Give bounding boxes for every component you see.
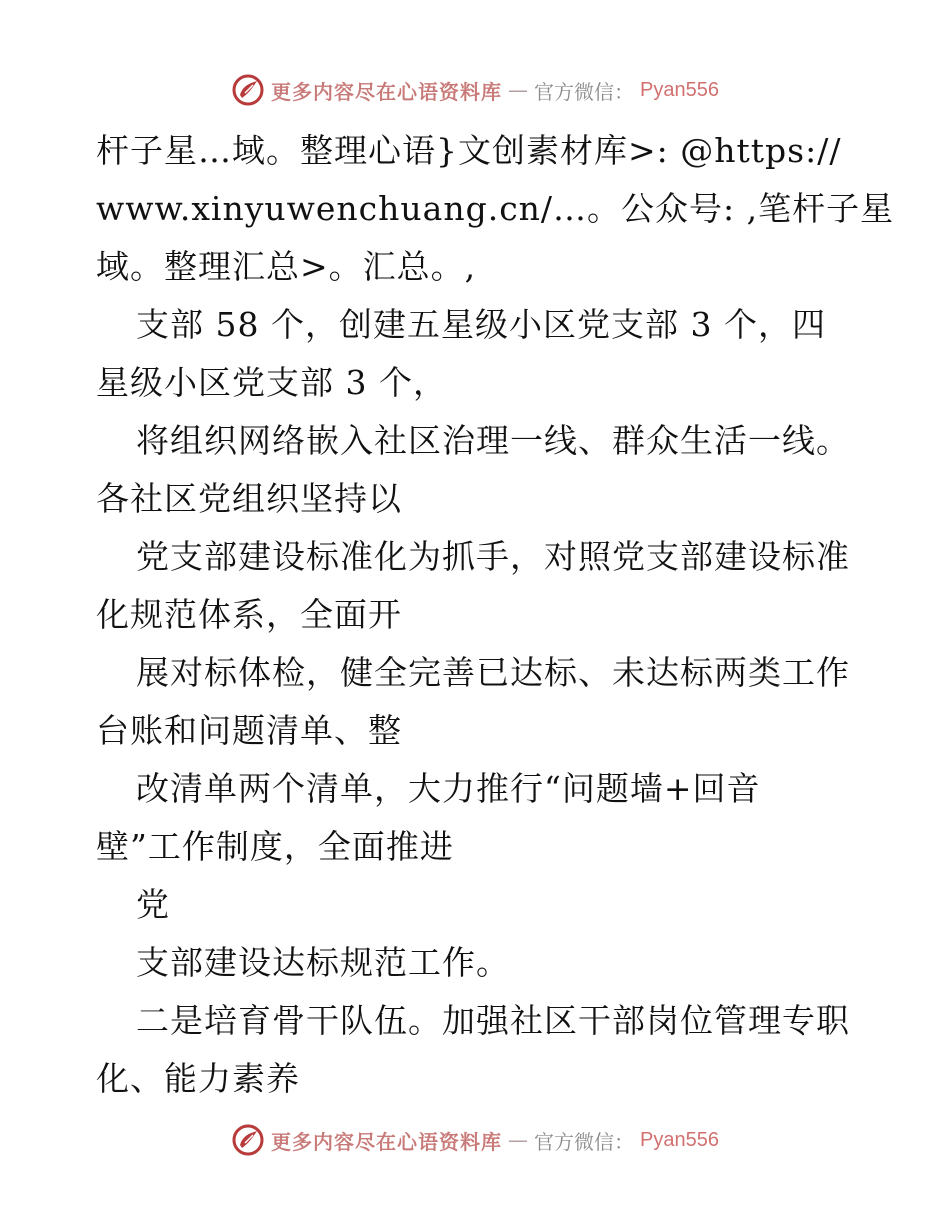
text-line: 壁”工作制度，全面推进: [96, 827, 454, 866]
text-line: 各社区党组织坚持以: [96, 479, 402, 518]
text-line: 支部建设达标规范工作。: [136, 943, 510, 982]
banner-main-text: 更多内容尽在心语资料库: [271, 79, 503, 104]
text-line: www.xinyuwenchuang.cn/…。公众号: ,笔杆子星: [96, 189, 895, 228]
document-body: [96, 122, 895, 1108]
text-line: 域。整理汇总>。汇总。,: [96, 247, 477, 286]
text-line: 支部 58 个，创建五星级小区党支部 3 个，四: [136, 305, 826, 344]
text-line: 党: [136, 885, 170, 924]
footer-banner: [0, 1120, 950, 1160]
text-line: 将组织网络嵌入社区治理一线、群众生活一线。: [136, 421, 850, 460]
text-line: 党支部建设标准化为抓手，对照党支部建设标准: [136, 537, 850, 576]
brand-logo-icon: [231, 1123, 265, 1157]
text-line: 改清单两个清单，大力推行“问题墙+回音: [136, 769, 761, 808]
header-banner: [0, 70, 950, 110]
banner-wechat-id: Pyan556: [640, 78, 719, 101]
banner-wechat-id: Pyan556: [640, 1128, 719, 1151]
text-line: 星级小区党支部 3 个，: [96, 363, 447, 402]
banner-main-text: 更多内容尽在心语资料库: [271, 1129, 503, 1154]
text-line: 化规范体系，全面开: [96, 595, 402, 634]
text-line: 台账和问题清单、整: [96, 711, 402, 750]
banner-separator: —: [508, 78, 529, 102]
text-line: 化、能力素养: [96, 1059, 300, 1098]
banner-wechat-label: 官方微信：: [534, 79, 635, 104]
brand-logo-icon: [231, 73, 265, 107]
banner-wechat-label: 官方微信：: [534, 1129, 635, 1154]
text-line: 展对标体检，健全完善已达标、未达标两类工作: [136, 653, 850, 692]
text-line: 二是培育骨干队伍。加强社区干部岗位管理专职: [136, 1001, 850, 1040]
banner-separator: —: [508, 1128, 529, 1152]
text-line: 杆子星…域。整理心语}文创素材库>: @https://: [96, 131, 842, 170]
